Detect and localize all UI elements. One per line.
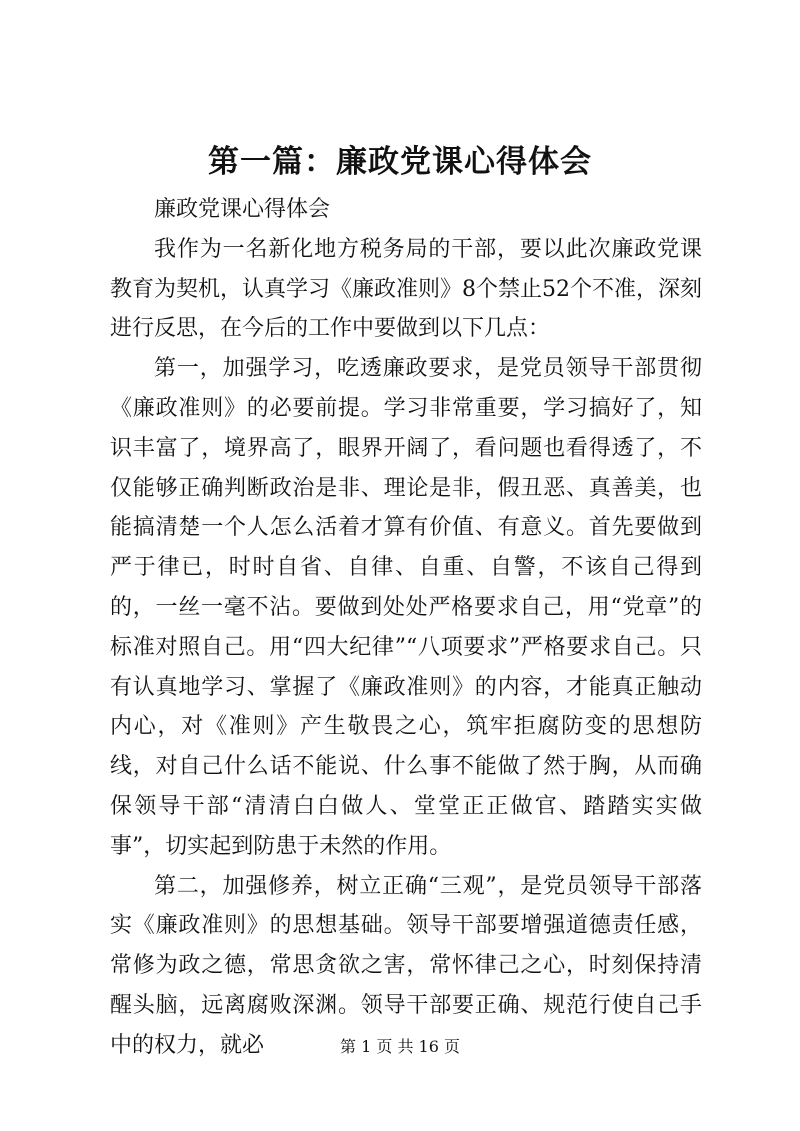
subtitle-paragraph: 廉政党课心得体会 [154, 197, 331, 222]
intro-paragraph: 我作为一名新化地方税务局的干部，要以此次廉政党课教育为契机，认真学习《廉政准则》8个禁止52个不准，深刻进行反思，在今后的工作中要做到以下几点： [110, 236, 702, 342]
document-body [110, 190, 702, 1066]
page-footer: 第 1 页 共 16 页 [340, 1037, 460, 1056]
second-point-paragraph: 第二，加强修养，树立正确“三观”，是党员领导干部落实《廉政准则》的思想基础。领导干部要增强道德责任感，常修为政之德，常思贪欲之害，常怀律己之心，时刻保持清醒头脑，远离腐败深渊。领导干部要正确、规范行使自己手中的权力，就必 [110, 873, 702, 1058]
document-title: 第一篇：廉政党课心得体会 [208, 144, 592, 180]
first-point-paragraph: 第一，加强学习，吃透廉政要求，是党员领导干部贯彻《廉政准则》的必要前提。学习非常重要，学习搞好了，知识丰富了，境界高了，眼界开阔了，看问题也看得透了，不仅能够正确判断政治是非、理论是非，假丑恶、真善美，也能搞清楚一个人怎么活着才算有价值、有意义。首先要做到严于律已，时时自省、自律、自重、自警，不该自己得到的，一丝一毫不沾。要做到处处严格要求自己，用“党章”的标准对照自己。用“四大纪律”“八项要求”严格要求自己。只有认真地学习、掌握了《廉政准则》的内容，才能真正触动内心，对《准则》产生敬畏之心，筑牢拒腐防变的思想防线，对自己什么话不能说、什么事不能做了然于胸，从而确保领导干部“清清白白做人、堂堂正正做官、踏踏实实做事”，切实起到防患于未然的作用。 [110, 356, 702, 859]
